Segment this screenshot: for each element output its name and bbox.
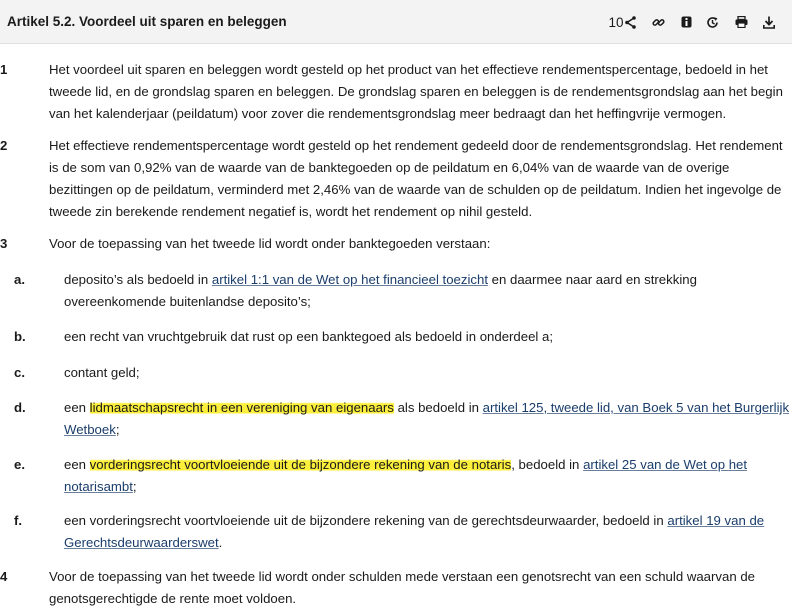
item-text: , bedoeld in [511,457,584,472]
share-button[interactable] [605,12,639,32]
article-title: Artikel 5.2. Voordeel uit sparen en beleggen [7,14,287,29]
list-item: contant geld; [64,365,140,380]
highlighted-text: lidmaatschapsrecht in een vereniging van eigenaars [89,400,394,415]
list-item-letter: d. [14,400,26,415]
list-item [64,269,793,313]
paragraph-number: 2 [0,138,8,153]
paragraph-3-text: Voor de toepassing van het tweede lid wordt onder banktegoeden verstaan: [49,236,491,251]
law-link[interactable]: artikel 19 van de Gerechtsdeurwaarderswet [64,513,765,550]
item-text: als bedoeld in [393,400,483,415]
paragraph-2-text: Het effectieve rendementspercentage wordt gesteld op het rendement gedeeld door de rendementsgrondslag. Het rendement is de som van 0,92% van de waarde van de banktegoeden op de peildatum en 6,04% van de waarde van de overige bezittingen op de peildatum, verminderd met 2,46% van de waarde van de schulden op de peildatum. Indien het ingevolge de tweede zin berekende rendement negatief is, wordt het rendement op nihil gesteld. [49,138,783,219]
law-link[interactable]: artikel 25 van de Wet op het notarisambt [64,457,748,494]
list-item-letter: b. [14,329,26,344]
list-item-letter: c. [14,365,25,380]
item-text: een vorderingsrecht voortvloeiende uit de bijzondere rekening van de gerechtsdeurwaarder, bedoeld in [64,513,668,528]
item-text: ; [115,422,120,437]
list-item-letter: a. [14,272,25,287]
list-item-letter: e. [14,457,25,472]
print-icon[interactable] [733,12,749,32]
item-text: een [64,400,90,415]
list-item [64,510,793,554]
item-text: en daarmee naar aard en strekking overeenkomende buitenlandse deposito’s; [64,272,697,309]
list-item: een recht van vruchtgebruik dat rust op een banktegoed als bedoeld in onderdeel a; [64,329,554,344]
paragraph-1-text: Het voordeel uit sparen en beleggen wordt gesteld op het product van het effectieve rendementspercentage, bedoeld in het tweede lid, en de grondslag sparen en beleggen. De grondslag sparen en beleggen is de rendementsgrondslag aan het begin van het kalenderjaar (peildatum) voor zover die rendementsgrondslag meer bedraagt dan het heffingvrije vermogen. [49,62,783,121]
download-icon[interactable] [761,12,777,32]
item-text: een [64,457,90,472]
paragraph-number: 4 [0,569,8,584]
list-item-letter: f. [14,513,23,528]
article-header [0,0,792,44]
paragraph-number: 1 [0,62,8,77]
item-text: deposito’s als bedoeld in [64,272,212,287]
law-link[interactable]: artikel 1:1 van de Wet op het financieel toezicht [211,272,488,287]
info-icon[interactable] [678,12,694,32]
list-item [64,397,793,441]
link-icon[interactable] [650,12,666,32]
item-text: . [218,535,223,550]
share-count: 10 [608,14,624,30]
law-link[interactable]: artikel 125, tweede lid, van Boek 5 van het Burgerlijk Wetboek [64,400,790,437]
paragraph-4-text: Voor de toepassing van het tweede lid wordt onder schulden mede verstaan een genotsrecht van een schuld waarvan de genotsgerechtigde de rente moet voldoen. [49,569,755,606]
item-text: ; [132,479,137,494]
highlighted-text: vorderingsrecht voortvloeiende uit de bijzondere rekening van de notaris [89,457,512,472]
history-icon[interactable] [704,12,720,32]
share-icon [625,16,636,29]
paragraph-number: 3 [0,236,8,251]
list-item [64,454,793,498]
